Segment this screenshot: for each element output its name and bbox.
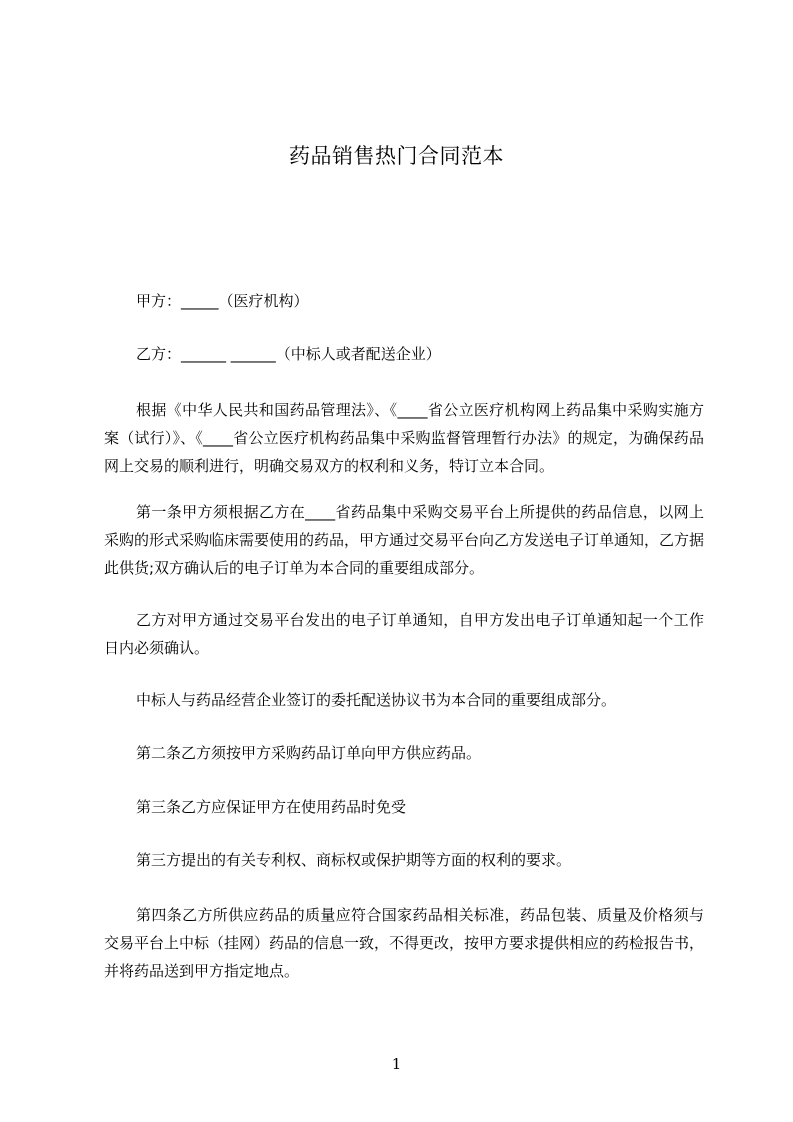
party-b-line: 乙方：______ ______（中标人或者配送企业） <box>136 345 441 363</box>
article-2-paragraph: 第二条乙方须按甲方采购药品订单向甲方供应药品。 <box>136 744 482 762</box>
third-party-claims-paragraph: 第三方提出的有关专利权、商标权或保护期等方面的权利的要求。 <box>136 851 572 869</box>
article-1-paragraph: 第一条甲方须根据乙方在____省药品集中采购交易平台上所提供的药品信息，以网上采购的形式采购临床需要使用的药品，甲方通过交易平台向乙方发送电子订单通知，乙方据此供货;双方确认后的电子订单为本合同的重要组成部分。 <box>104 503 705 577</box>
article-3-paragraph: 第三条乙方应保证甲方在使用药品时免受 <box>136 798 407 816</box>
order-confirm-paragraph: 乙方对甲方通过交易平台发出的电子订单通知，自甲方发出电子订单通知起一个工作日内必须确认。 <box>104 611 704 657</box>
article-4-paragraph: 第四条乙方所供应药品的质量应符合国家药品相关标准，药品包装、质量及价格须与交易平台上中标（挂网）药品的信息一致，不得更改，按甲方要求提供相应的药检报告书，并将药品送到甲方指定地点。 <box>104 906 705 980</box>
document-title: 药品销售热门合同范本 <box>289 144 504 168</box>
party-a-line: 甲方：_____（医疗机构） <box>136 292 309 310</box>
delivery-agreement-paragraph: 中标人与药品经营企业签订的委托配送协议书为本合同的重要组成部分。 <box>136 691 617 709</box>
page-number: 1 <box>391 1055 402 1073</box>
intro-paragraph: 根据《中华人民共和国药品管理法》、《____省公立医疗机构网上药品集中采购实施方案（试行）》、《____省公立医疗机构药品集中采购监督管理暂行办法》的规定，为确保药品网上交易的顺利进行，明确交易双方的权利和义务，特订立本合同。 <box>104 401 704 475</box>
